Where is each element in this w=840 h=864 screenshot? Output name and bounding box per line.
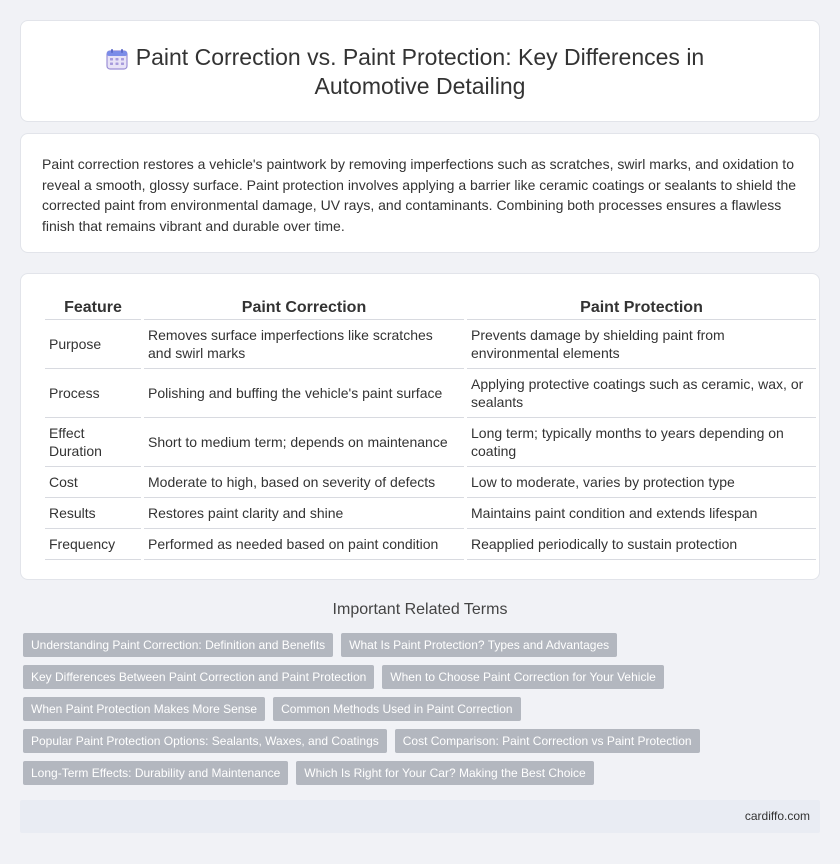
table-cell: Frequency [45,529,141,560]
intro-text: Paint correction restores a vehicle's paintwork by removing imperfections such as scratches, swirl marks, and oxidation to reveal a smooth, glossy surface. Paint protection involves applying a barrier like ceramic coatings or sealants to shield the corrected paint from environmental damage, UV rays, and contaminants. Combining both processes ensures a flawless finish that remains vibrant and durable over time. [42,156,797,234]
table-cell: Moderate to high, based on severity of defects [144,467,464,498]
table-cell: Restores paint clarity and shine [144,498,464,529]
table-cell: Polishing and buffing the vehicle's paint surface [144,369,464,418]
header-paint-protection: Paint Protection [467,296,816,320]
table-cell: Results [45,498,141,529]
table-cell: Long term; typically months to years depending on coating [467,418,816,467]
table-cell: Prevents damage by shielding paint from environmental elements [467,320,816,369]
table-row [45,418,816,467]
comparison-table [42,296,819,560]
table-cell: Applying protective coatings such as ceramic, wax, or sealants [467,369,816,418]
comparison-card [20,273,820,580]
related-term-tag[interactable]: Long-Term Effects: Durability and Maintenance [23,761,288,785]
related-term-tag[interactable]: When Paint Protection Makes More Sense [23,697,265,721]
related-term-tag[interactable]: Key Differences Between Paint Correction and Paint Protection [23,665,374,689]
table-cell: Purpose [45,320,141,369]
table-cell: Reapplied periodically to sustain protection [467,529,816,560]
table-cell: Effect Duration [45,418,141,467]
table-cell: Process [45,369,141,418]
table-row [45,467,816,498]
footer [20,800,820,833]
table-cell: Removes surface imperfections like scratches and swirl marks [144,320,464,369]
header-feature: Feature [45,296,141,320]
table-row [45,498,816,529]
related-term-tag[interactable]: Understanding Paint Correction: Definition and Benefits [23,633,333,657]
table-cell: Short to medium term; depends on maintenance [144,418,464,467]
table-header-row [45,296,816,320]
related-term-tag[interactable]: Popular Paint Protection Options: Sealants, Waxes, and Coatings [23,729,387,753]
table-cell: Performed as needed based on paint condition [144,529,464,560]
related-term-tag[interactable]: Common Methods Used in Paint Correction [273,697,520,721]
table-cell: Maintains paint condition and extends lifespan [467,498,816,529]
related-term-tag[interactable]: When to Choose Paint Correction for Your Vehicle [382,665,664,689]
header-paint-correction: Paint Correction [144,296,464,320]
related-term-tag[interactable]: Which Is Right for Your Car? Making the Best Choice [296,761,593,785]
table-cell: Low to moderate, varies by protection type [467,467,816,498]
table-row [45,529,816,560]
table-row [45,320,816,369]
related-term-tag[interactable]: Cost Comparison: Paint Correction vs Paint Protection [395,729,700,753]
related-terms-list [23,633,813,793]
related-terms-title: Important Related Terms [332,601,508,618]
related-term-tag[interactable]: What Is Paint Protection? Types and Advantages [341,633,617,657]
title-card [20,20,820,122]
page-title: Paint Correction vs. Paint Protection: Key Differences in Automotive Detailing [135,44,705,99]
table-cell: Cost [45,467,141,498]
table-row [45,369,816,418]
intro-card [20,133,820,253]
footer-site-link[interactable]: cardiffo.com [744,809,810,823]
